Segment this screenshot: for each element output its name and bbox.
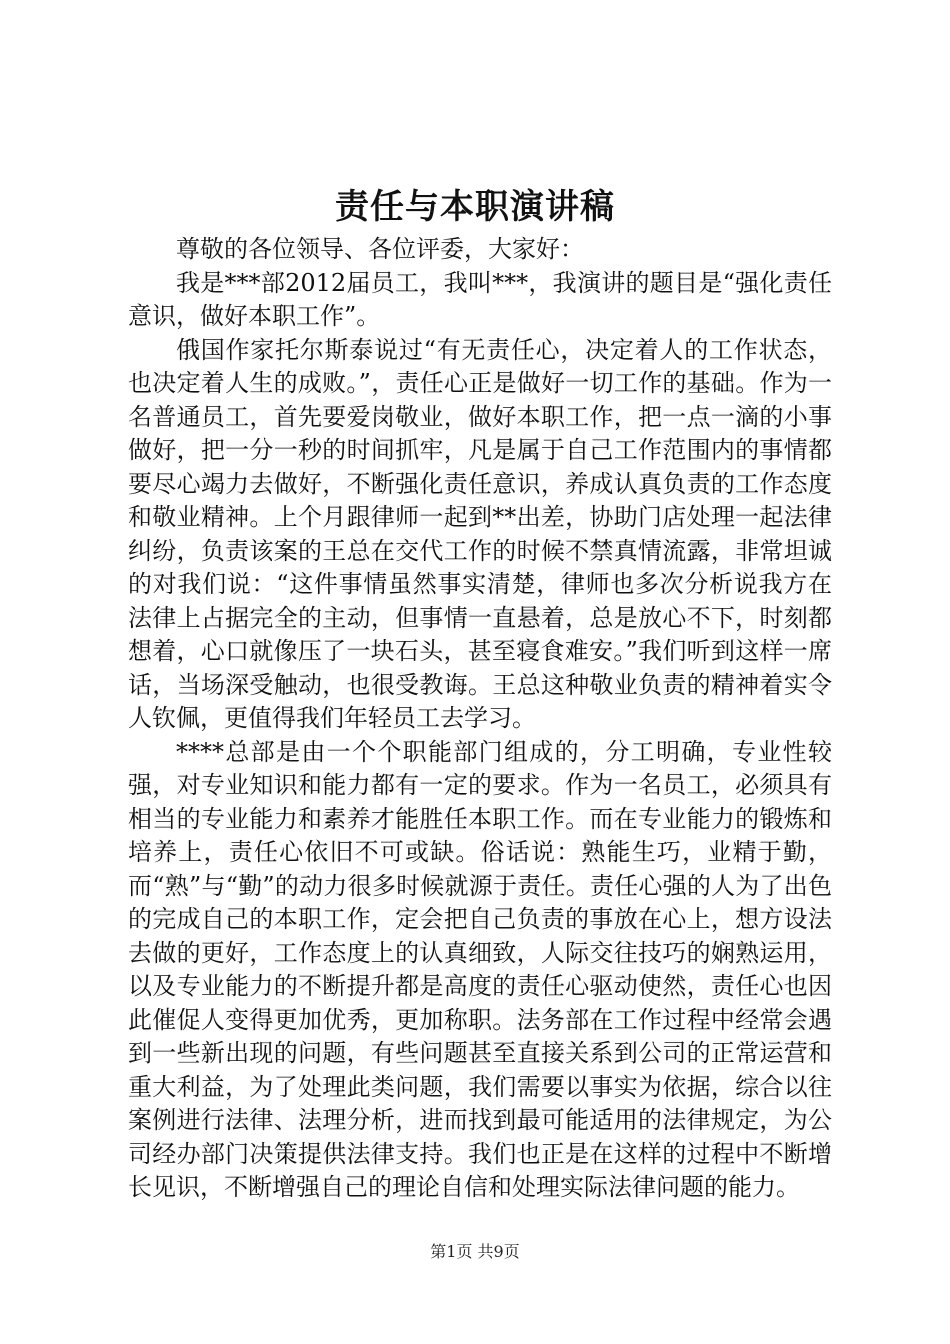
- paragraph-headquarters: ****总部是由一个个职能部门组成的，分工明确，专业性较强，对专业知识和能力都有一定的要求。作为一名员工，必须具有相当的专业能力和素养才能胜任本职工作。而在专业能力的锻炼和培养上，责任心依旧不可或缺。俗话说：熟能生巧，业精于勤，而“熟”与“勤”的动力很多时候就源于责任。责任心强的人为了出色的完成自己的本职工作，定会把自己负责的事放在心上，想方设法去做的更好，工作态度上的认真细致，人际交往技巧的娴熟运用，以及专业能力的不断提升都是高度的责任心驱动使然，责任心也因此催促人变得更加优秀，更加称职。法务部在工作过程中经常会遇到一些新出现的问题，有些问题甚至直接关系到公司的正常运营和重大利益，为了处理此类问题，我们需要以事实为依据，综合以往案例进行法律、法理分析，进而找到最可能适用的法律规定，为公司经办部门决策提供法律支持。我们也正是在这样的过程中不断增长见识，不断增强自己的理论自信和处理实际法律问题的能力。: [128, 737, 832, 1201]
- page-number-footer: 第1页 共9页: [430, 1242, 520, 1261]
- paragraph-introduction: 我是***部2012届员工，我叫***，我演讲的题目是“强化责任意识，做好本职工作”。: [128, 268, 832, 330]
- document-body: [128, 233, 832, 1205]
- paragraph-greeting: 尊敬的各位领导、各位评委，大家好：: [176, 235, 584, 263]
- paragraph-tolstoy-quote: 俄国作家托尔斯泰说过“有无责任心，决定着人的工作状态，也决定着人生的成败。”，责任心正是做好一切工作的基础。作为一名普通员工，首先要爱岗敬业，做好本职工作，把一点一滴的小事做好，把一分一秒的时间抓牢，凡是属于自己工作范围内的事情都要尽心竭力去做好，不断强化责任意识，养成认真负责的工作态度和敬业精神。上个月跟律师一起到**出差，协助门店处理一起法律纠纷，负责该案的王总在交代工作的时候不禁真情流露，非常坦诚的对我们说：“这件事情虽然事实清楚，律师也多次分析说我方在法律上占据完全的主动，但事情一直悬着，总是放心不下，时刻都想着，心口就像压了一块石头，甚至寝食难安。”我们听到这样一席话，当场深受触动，也很受教诲。王总这种敬业负责的精神着实令人钦佩，更值得我们年轻员工去学习。: [128, 335, 832, 732]
- document-title: 责任与本职演讲稿: [335, 187, 615, 227]
